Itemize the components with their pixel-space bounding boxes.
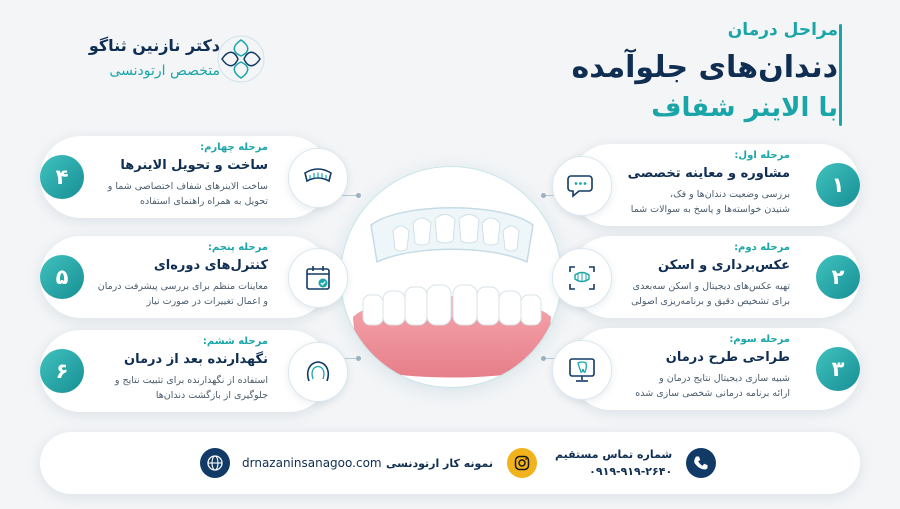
step-text	[58, 242, 268, 309]
globe-icon	[206, 454, 224, 472]
step-text	[610, 242, 790, 309]
step-description: ساخت الاینرهای شفاف اختصاصی شما و تحویل به همراه راهنمای استفاده	[107, 181, 268, 207]
header-accent-bar	[839, 24, 842, 126]
scan-icon	[567, 263, 597, 293]
instagram-icon	[513, 454, 531, 472]
step-text	[610, 334, 790, 401]
step-card-1	[570, 144, 860, 226]
footer-contact-bar	[40, 432, 860, 494]
step-stage-label: مرحله ششم:	[202, 336, 268, 347]
icon-holder	[288, 248, 348, 308]
step-number-badge: ۲	[816, 255, 860, 299]
step-description: شبیه سازی دیجیتال نتایج درمان و ارائه برنامه درمانی شخصی سازی شده	[635, 373, 790, 399]
step-text	[610, 150, 790, 217]
header-accent-title: با الاینر شفاف	[651, 93, 838, 123]
phone-text-block	[555, 448, 672, 478]
step-title: عکس‌برداری و اسکن	[658, 258, 790, 273]
icon-holder	[552, 156, 612, 216]
phone-item[interactable]	[555, 446, 716, 480]
step-description: معاینات منظم برای بررسی پیشرفت درمان و اعمال تغییرات در صورت نیاز	[97, 281, 268, 307]
step-title: نگهدارنده بعد از درمان	[124, 352, 268, 367]
step-card-2	[570, 236, 860, 318]
calendar-check-icon	[303, 263, 333, 293]
step-stage-label: مرحله دوم:	[734, 242, 790, 253]
brand-block	[50, 36, 220, 79]
icon-holder	[552, 248, 612, 308]
step-number-badge: ۶	[40, 349, 84, 393]
clinic-logo-icon	[216, 34, 266, 84]
icon-holder	[288, 148, 348, 208]
phone-icon	[692, 454, 710, 472]
step-title: ساخت و تحویل الاینرها	[120, 158, 268, 173]
phone-number[interactable]: ۰۹۱۹-۹۱۹-۲۶۴۰	[589, 465, 673, 478]
website-item[interactable]	[200, 446, 382, 480]
globe-icon-holder	[200, 448, 230, 478]
phone-label: شماره تماس مستقیم	[555, 448, 673, 461]
connector-dot	[356, 356, 361, 361]
connector-dot	[541, 193, 546, 198]
step-number-badge: ۱	[816, 163, 860, 207]
step-card-3	[570, 328, 860, 410]
step-text	[58, 142, 268, 209]
icon-holder	[288, 342, 348, 402]
website-link[interactable]: drnazaninsanagoo.com	[242, 456, 382, 470]
step-stage-label: مرحله پنجم:	[207, 242, 268, 253]
chat-icon	[567, 171, 597, 201]
instagram-icon-holder	[507, 448, 537, 478]
brand-role: متخصص ارتودنسی	[109, 63, 220, 79]
instagram-label[interactable]: نمونه کار ارتودنسی	[386, 456, 493, 470]
step-title: مشاوره و معاینه تخصصی	[627, 166, 790, 181]
step-stage-label: مرحله اول:	[734, 150, 790, 161]
step-title: طراحی طرح درمان	[665, 350, 790, 365]
monitor-tooth-icon	[567, 355, 597, 385]
step-stage-label: مرحله چهارم:	[200, 142, 268, 153]
step-card-6	[40, 330, 330, 412]
icon-holder	[552, 340, 612, 400]
step-number-badge: ۴	[40, 155, 84, 199]
connector-dot	[356, 193, 361, 198]
page-title: دندان‌های جلوآمده	[571, 50, 838, 85]
brand-name: دکتر نازنین ثناگو	[88, 36, 220, 55]
header-subtitle: مراحل درمان	[727, 20, 838, 40]
aligner-icon	[302, 163, 334, 193]
step-card-4	[40, 136, 330, 218]
retainer-icon	[303, 357, 333, 387]
teeth-aligner-illustration	[340, 166, 562, 388]
step-number-badge: ۵	[40, 255, 84, 299]
step-stage-label: مرحله سوم:	[729, 334, 790, 345]
teeth-illustration-icon	[341, 167, 562, 388]
step-description: بررسی وضعیت دندان‌ها و فک، شنیدن خواسته‌ها و پاسخ به سوالات شما	[630, 189, 790, 215]
step-card-5	[40, 236, 330, 318]
instagram-item[interactable]	[386, 446, 537, 480]
step-text	[58, 336, 268, 403]
step-title: کنترل‌های دوره‌ای	[153, 258, 268, 273]
step-number-badge: ۳	[816, 347, 860, 391]
connector-dot	[541, 356, 546, 361]
step-description: تهیه عکس‌های دیجیتال و اسکن سه‌بعدی برای تشخیص دقیق و برنامه‌ریزی اصولی	[631, 281, 790, 307]
step-description: استفاده از نگهدارنده برای تثبیت نتایج و جلوگیری از بازگشت دندان‌ها	[114, 375, 268, 401]
header-title-block	[508, 20, 838, 123]
phone-icon-holder	[686, 448, 716, 478]
